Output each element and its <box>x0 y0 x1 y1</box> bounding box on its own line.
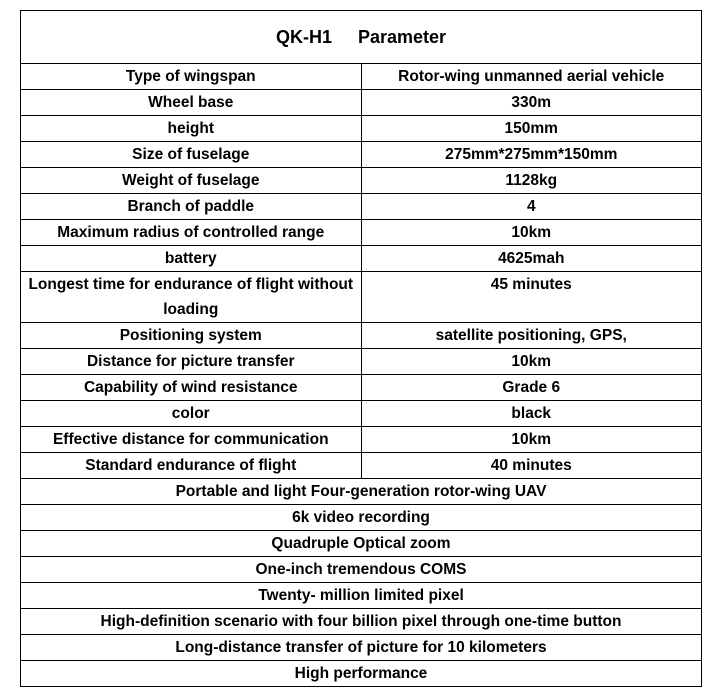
spec-label: Size of fuselage <box>21 142 362 168</box>
feature-text: Long-distance transfer of picture for 10 kilometers <box>21 635 702 661</box>
feature-row <box>21 583 702 609</box>
spec-row <box>21 220 702 246</box>
feature-text: Portable and light Four-generation rotor-wing UAV <box>21 479 702 505</box>
spec-row <box>21 194 702 220</box>
spec-value: 4 <box>361 194 702 220</box>
spec-value: 40 minutes <box>361 453 702 479</box>
spec-label: Longest time for endurance of flight without loading <box>21 272 362 323</box>
spec-label: Wheel base <box>21 90 362 116</box>
spec-label: Branch of paddle <box>21 194 362 220</box>
feature-row <box>21 479 702 505</box>
feature-text: Quadruple Optical zoom <box>21 531 702 557</box>
feature-row <box>21 609 702 635</box>
spec-row <box>21 90 702 116</box>
spec-value: 330m <box>361 90 702 116</box>
spec-row <box>21 375 702 401</box>
spec-label: Maximum radius of controlled range <box>21 220 362 246</box>
table-title <box>21 11 702 64</box>
spec-label: Standard endurance of flight <box>21 453 362 479</box>
feature-text: High performance <box>21 661 702 687</box>
spec-value: 10km <box>361 427 702 453</box>
spec-row <box>21 349 702 375</box>
spec-row <box>21 427 702 453</box>
parameter-table <box>20 10 702 687</box>
title-heading: Parameter <box>357 27 447 47</box>
spec-label: Capability of wind resistance <box>21 375 362 401</box>
spec-value: 150mm <box>361 116 702 142</box>
spec-value: Grade 6 <box>361 375 702 401</box>
spec-value: 10km <box>361 349 702 375</box>
spec-label: battery <box>21 246 362 272</box>
spec-row <box>21 116 702 142</box>
spec-value: 10km <box>361 220 702 246</box>
spec-value: Rotor-wing unmanned aerial vehicle <box>361 64 702 90</box>
spec-row <box>21 453 702 479</box>
spec-value: satellite positioning, GPS, <box>361 323 702 349</box>
spec-row <box>21 168 702 194</box>
spec-label: height <box>21 116 362 142</box>
spec-label: Type of wingspan <box>21 64 362 90</box>
spec-value: black <box>361 401 702 427</box>
spec-row <box>21 323 702 349</box>
spec-value: 1128kg <box>361 168 702 194</box>
spec-row <box>21 142 702 168</box>
spec-row <box>21 246 702 272</box>
feature-row <box>21 635 702 661</box>
spec-value: 275mm*275mm*150mm <box>361 142 702 168</box>
spec-label: Effective distance for communication <box>21 427 362 453</box>
spec-label: color <box>21 401 362 427</box>
spec-label: Weight of fuselage <box>21 168 362 194</box>
spec-label: Distance for picture transfer <box>21 349 362 375</box>
feature-text: High-definition scenario with four billion pixel through one-time button <box>21 609 702 635</box>
spec-label: Positioning system <box>21 323 362 349</box>
spec-row <box>21 272 702 323</box>
feature-text: 6k video recording <box>21 505 702 531</box>
spec-row <box>21 64 702 90</box>
spec-value: 45 minutes <box>361 272 702 323</box>
feature-text: Twenty- million limited pixel <box>21 583 702 609</box>
feature-row <box>21 661 702 687</box>
feature-text: One-inch tremendous COMS <box>21 557 702 583</box>
spec-value: 4625mah <box>361 246 702 272</box>
spec-row <box>21 401 702 427</box>
feature-row <box>21 505 702 531</box>
feature-row <box>21 531 702 557</box>
table-title-row <box>21 11 702 64</box>
feature-row <box>21 557 702 583</box>
model-name: QK-H1 <box>275 27 332 47</box>
